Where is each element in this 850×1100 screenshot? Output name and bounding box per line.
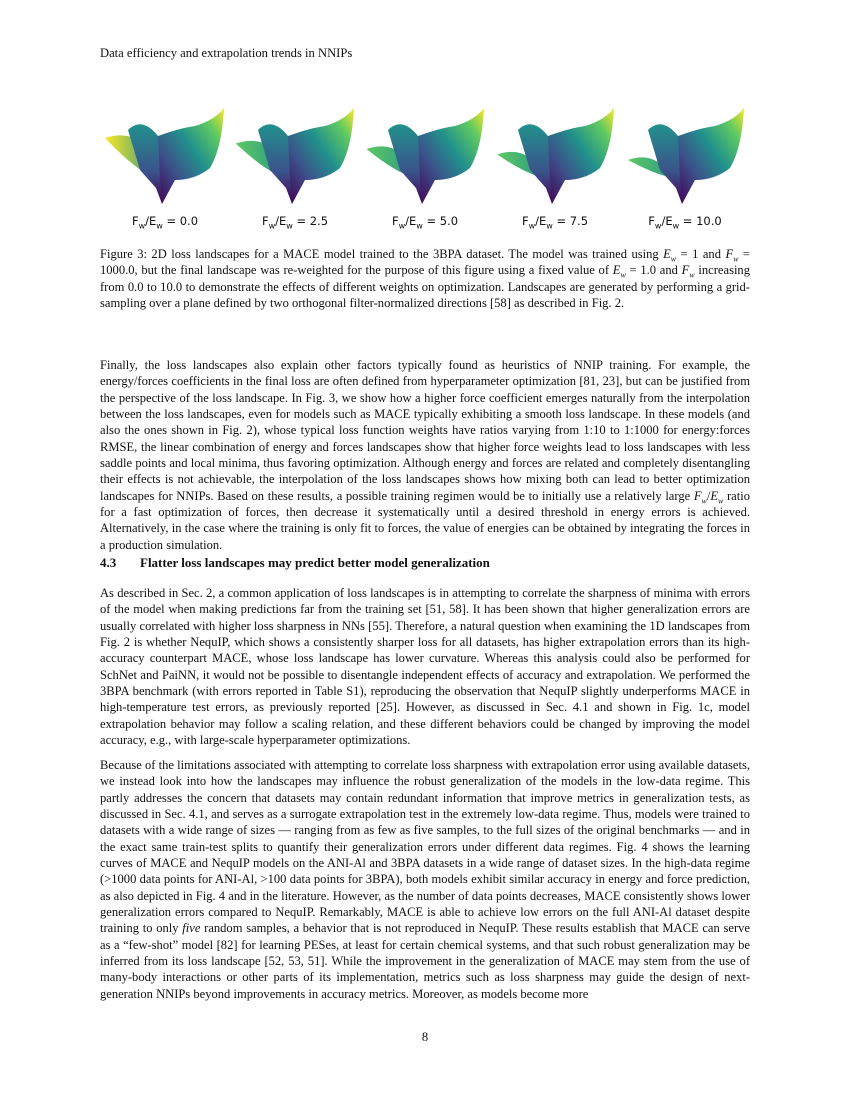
- weight-ratio-label: $F_w/E_w = 10.0$: [648, 214, 722, 231]
- figure-caption: [100, 246, 750, 311]
- landscape-panel: [230, 108, 360, 238]
- text-run: As described in Sec. 2, a common application of loss landscapes is in attempting to correlate the sharpness of minima with errors of the model when making predictions far from the training set [51, 58]. It has been shown that higher generalization errors are usually correlated with higher loss sharpness in NNs [55]. Therefore, a natural question when examining the 1D landscapes from Fig. 2 is whether NequIP, which shows a consistently sharper loss for all datasets, has higher extrapolation errors than its high-accuracy counterpart MACE, whose loss landscape has lower curvature. Whereas this analysis could also be performed for SchNet and PaiNN, it would not be possible to disentangle independent effects of accuracy and extrapolation. We performed the 3BPA benchmark (with errors reported in Table S1), reproducing the observation that NequIP slightly underperforms MACE in high-temperature test errors, as previously reported [25]. However, as discussed in Sec. 4.1 and shown in Fig. 1c, model extrapolation behavior may follow a scaling relation, and these different behaviors could be changed by improving the model accuracy, e.g., with large-scale hyperparameter optimizations.: [100, 586, 750, 748]
- text-run: Because of the limitations associated with attempting to correlate loss sharpness with extrapolation error using available datasets, we instead look into how the landscapes may influence the robust generalization of the models in the low-data regime. This partly addresses the concern that datasets may contain redundant information that improve metrics in generalization tests, as discussed in Sec. 4.1, and serves as a surrogate extrapolation test in the extremely low-data regime. Thus, models were trained to datasets with a wide range of sizes — ranging from as few as five samples, to the full sizes of the original benchmarks — and in the exact same train-test splits to quantify their generalization errors under different data regimes. Fig. 4 shows the learning curves of MACE and NequIP models on the ANI-Al and 3BPA datasets in a wide range of dataset sizes. In the high-data regime (>1000 data points for ANI-Al, >100 data points for 3BPA), both models exhibit similar accuracy in energy and force prediction, as also depicted in Fig. 4 and in the literature. However, as the number of data points decreases, MACE consistently shows lower generalization errors compared to NequIP. Remarkably, MACE is able to achieve low errors on the full ANI-Al dataset despite training to only: [100, 758, 750, 936]
- text-run: = 1 and: [676, 247, 726, 261]
- landscape-panel: [100, 108, 230, 238]
- math-symbol: $E_w$: [663, 247, 677, 264]
- section-number: 4.3: [100, 555, 117, 570]
- loss-surface-plot: [620, 108, 750, 208]
- weight-ratio-label: $F_w/E_w = 5.0$: [391, 214, 459, 231]
- math-symbol: $E_w$: [710, 488, 724, 506]
- section-title: Flatter loss landscapes may predict better model generalization: [140, 555, 490, 570]
- text-run: increasing from 0.0 to 10.0 to demonstrate the effects of different weights on optimization. Landscapes are generated by performing a grid-sampling over a plane defined by two orthogonal filter-normalized directions [58] as described in Fig. 2.: [100, 263, 750, 311]
- running-title: Data efficiency and extrapolation trends in NNIPs: [100, 46, 353, 60]
- loss-surface-plot: [360, 108, 490, 208]
- math-symbol: $F_w$: [725, 247, 739, 264]
- paragraph-low-data: [100, 757, 750, 1002]
- loss-surface-plot: [230, 108, 360, 208]
- text-run: random samples, a behavior that is not reproduced in NequIP. These results establish that MACE can serve as a “few-shot” model [82] for learning PESes, at least for certain chemical systems, and that such robust generalization may be inferred from its loss landscape [52, 53, 51]. While the improvement in the generalization of MACE may stem from the use of many-body interactions or other parts of its implementation, metrics such as loss sharpness may guide the design of next-generation NNIPs beyond improvements in accuracy metrics. Moreover, as models become more: [100, 921, 750, 1001]
- text-run: /: [706, 488, 711, 503]
- weight-ratio-label: $F_w/E_w = 2.5$: [261, 214, 329, 231]
- text-run: = 1.0 and: [625, 263, 682, 278]
- figure-3-loss-landscapes: [100, 108, 750, 238]
- math-symbol: $F_w$: [693, 488, 707, 506]
- text-run: = 1000.0, but the final landscape was re-weighted for the purpose of this figure using a fixed value of: [100, 247, 750, 278]
- paragraph-sharpness: [100, 585, 750, 748]
- text-run: Figure 3: 2D loss landscapes for a MACE model trained to the 3BPA dataset. The model was trained using: [100, 247, 664, 261]
- page-number: 8: [421, 1030, 429, 1044]
- text-run: ratio for a fast optimization of forces, then decrease it systematically until a desired threshold in energy errors is achieved. Alternatively, in the case where the training is only fit to forces, the value of energies can be obtained by integrating the forces in a production simulation.: [100, 488, 750, 552]
- landscape-panel: [360, 108, 490, 238]
- math-symbol: $F_w$: [681, 263, 695, 280]
- loss-surface-plot: [100, 108, 230, 208]
- loss-surface-plot: [490, 108, 620, 208]
- paragraph-loss-coefficients: [100, 357, 750, 553]
- emphasis: five: [182, 921, 201, 936]
- section-heading: [100, 555, 490, 571]
- text-run: Finally, the loss landscapes also explain other factors typically found as heuristics of NNIP training. For example, the energy/forces coefficients in the final loss are often defined from hyperparameter optimization [81, 23], but can be justified from the perspective of the loss landscape. In Fig. 3, we show how a higher force coefficient emerges naturally from the interpolation between the loss landscapes, even for models such as MACE typically exhibiting a smooth loss landscape. In these models (and also the ones shown in Fig. 2), whose typical loss function weights have ratios varying from 1:10 to 1:1000 for energy:forces RMSE, the linear combination of energy and forces landscapes show that higher force weights lead to loss landscapes with less saddle points and local minima, thus favoring optimization. Although energy and forces are related and completely disentangling their effects is not achievable, the interpolation of the loss landscapes shows how mixing both can lead to better optimization landscapes for NNIPs. Based on these results, a possible training regimen would be to initially use a relatively large: [100, 358, 750, 503]
- weight-ratio-label: $F_w/E_w = 0.0$: [131, 214, 199, 231]
- math-symbol: $E_w$: [612, 263, 626, 280]
- landscape-panel: [620, 108, 750, 238]
- landscape-panel: [490, 108, 620, 238]
- weight-ratio-label: $F_w/E_w = 7.5$: [521, 214, 589, 231]
